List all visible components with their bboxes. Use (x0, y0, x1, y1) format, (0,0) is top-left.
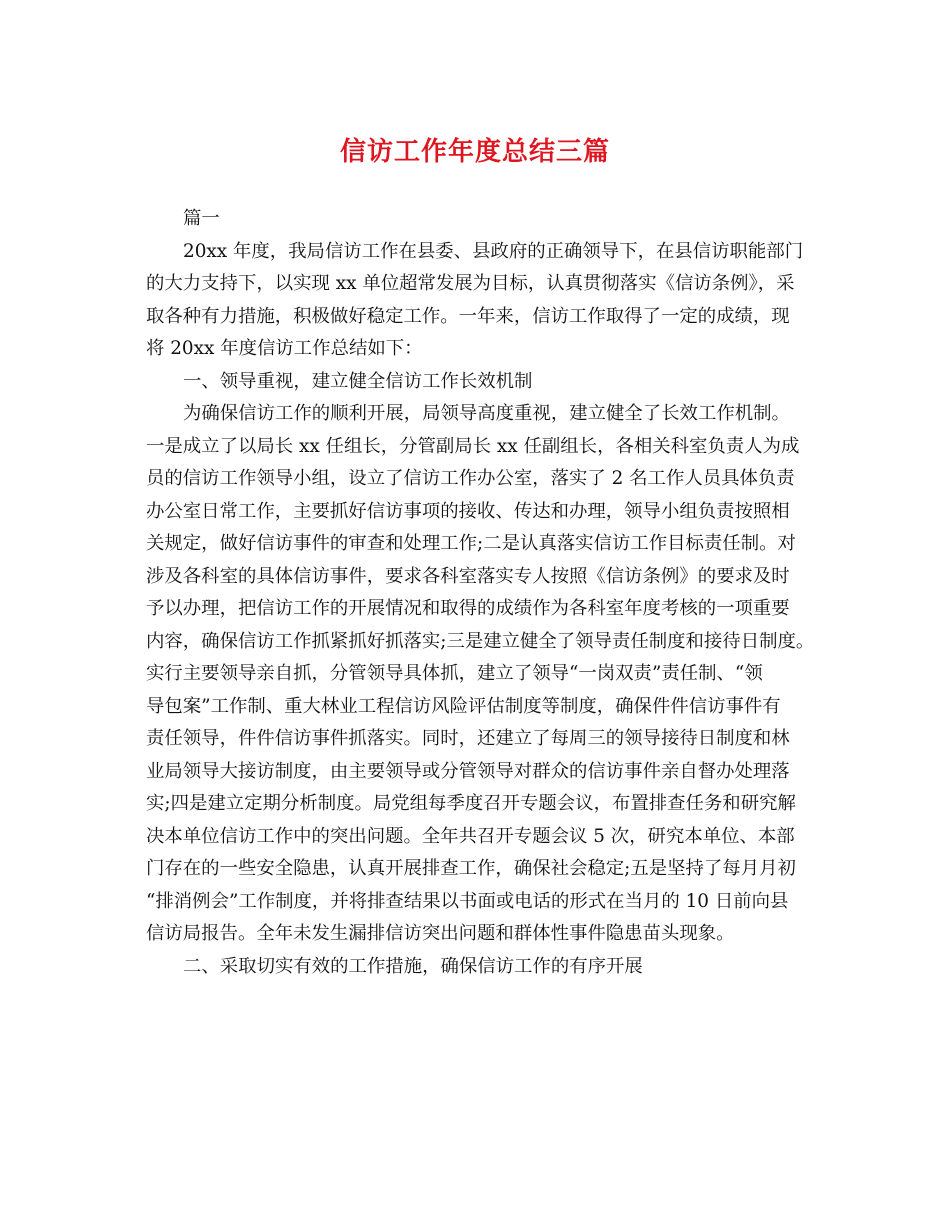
paragraph-line: 20xx 年度，我局信访工作在县委、县政府的正确领导下，在县信访职能部门 (183, 240, 804, 262)
section-heading: 二、采取切实有效的工作措施，确保信访工作的有序开展 (183, 955, 643, 977)
paragraph-line: 涉及各科室的具体信访事件，要求各科室落实专人按照《信访条例》的要求及时 (146, 565, 790, 587)
page-title: 信访工作年度总结三篇 (339, 137, 610, 167)
paragraph-line: 关规定，做好信访事件的审查和处理工作;二是认真落实信访工作目标责任制。对 (146, 533, 796, 554)
paragraph-line: 予以办理，把信访工作的开展情况和取得的成绩作为各科室年度考核的一项重要 (146, 598, 790, 619)
paragraph-line: 信访局报告。全年未发生漏排信访突出问题和群体性事件隐患苗头现象。 (146, 923, 735, 944)
paragraph-line: 将 20xx 年度信访工作总结如下： (146, 338, 423, 359)
paragraph-line: 实;四是建立定期分析制度。局党组每季度召开专题会议，布置排查任务和研究解 (146, 793, 796, 814)
section-label: 篇一 (183, 208, 220, 229)
paragraph-line: 导包案”工作制、重大林业工程信访风险评估制度等制度，确保件件信访事件有 (146, 695, 781, 717)
paragraph-line: 办公室日常工作，主要抓好信访事项的接收、传达和办理，领导小组负责按照相 (146, 500, 790, 522)
paragraph-line: 决本单位信访工作中的突出问题。全年共召开专题会议 5 次，研究本单位、本部 (146, 825, 795, 847)
paragraph-line: 一是成立了以局长 xx 任组长，分管副局长 xx 任副组长，各相关科室负责人为成 (146, 435, 800, 457)
paragraph-line: “排消例会”工作制度，并将排查结果以书面或电话的形式在当月的 10 日前向县 (146, 890, 789, 912)
paragraph-line: 员的信访工作领导小组，设立了信访工作办公室，落实了 2 名工作人员具体负责 (146, 468, 795, 489)
paragraph-line: 取各种有力措施，积极做好稳定工作。一年来，信访工作取得了一定的成绩，现 (146, 305, 790, 327)
paragraph-line: 业局领导大接访制度，由主要领导或分管领导对群众的信访事件亲自督办处理落 (146, 760, 790, 782)
paragraph-line: 为确保信访工作的顺利开展，局领导高度重视，建立健全了长效工作机制。 (183, 403, 790, 424)
paragraph-line: 内容，确保信访工作抓紧抓好抓落实;三是建立健全了领导责任制度和接待日制度。 (146, 630, 815, 652)
document-body (146, 203, 815, 983)
section-heading: 一、领导重视，建立健全信访工作长效机制 (183, 370, 533, 392)
paragraph-line: 实行主要领导亲自抓，分管领导具体抓，建立了领导“一岗双责”责任制、“领 (146, 663, 763, 684)
paragraph-line: 责任领导，件件信访事件抓落实。同时，还建立了每周三的领导接待日制度和林 (146, 728, 790, 749)
paragraph-line: 的大力支持下，以实现 xx 单位超常发展为目标，认真贯彻落实《信访条例》，采 (146, 273, 795, 294)
paragraph-line: 门存在的一些安全隐患，认真开展排查工作，确保社会稳定;五是坚持了每月月初 (146, 858, 796, 879)
